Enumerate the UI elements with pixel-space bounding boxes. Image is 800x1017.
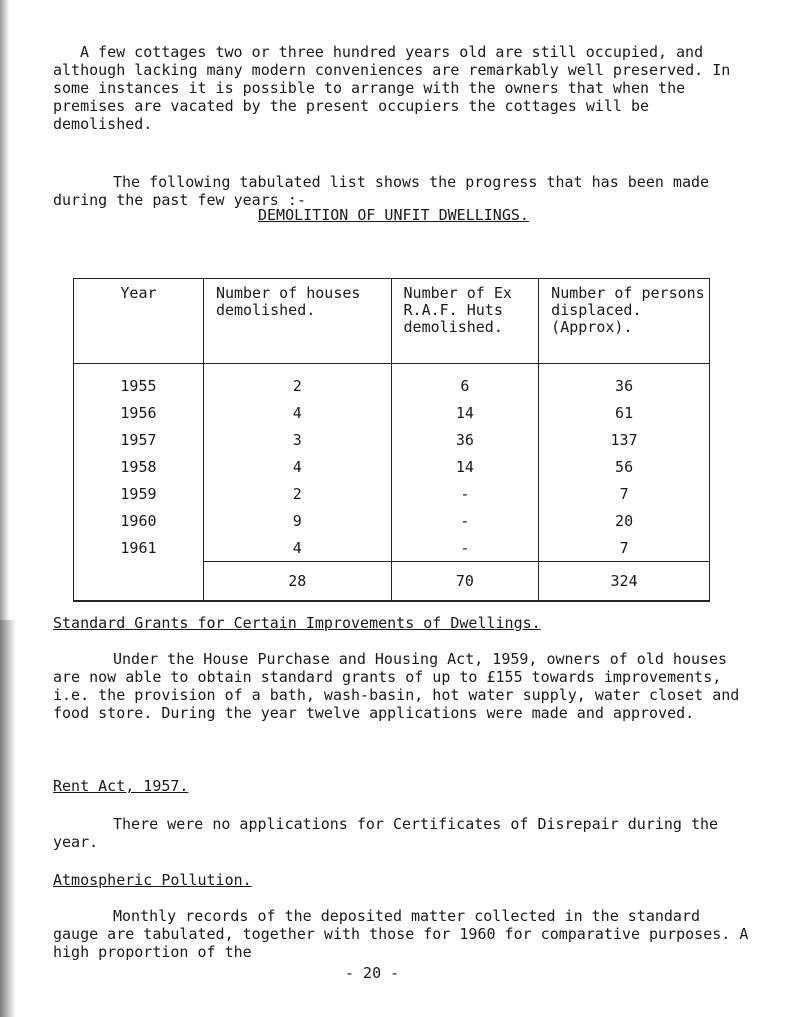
heading-standard-grants: Standard Grants for Certain Improvements of Dwellings. (53, 614, 541, 632)
totals-row (74, 562, 710, 602)
huts-cell: 6 (391, 364, 539, 400)
scan-edge-shadow-lower (0, 620, 16, 1017)
houses-cell: 2 (203, 364, 391, 400)
huts-cell: - (391, 534, 539, 562)
table-row (74, 399, 710, 426)
persons-cell: 137 (539, 426, 710, 453)
table-row (74, 453, 710, 480)
heading-rent-act: Rent Act, 1957. (53, 777, 189, 795)
total-huts: 70 (391, 562, 539, 602)
total-houses: 28 (203, 562, 391, 602)
year-cell: 1956 (74, 399, 204, 426)
table-row (74, 426, 710, 453)
houses-cell: 4 (203, 399, 391, 426)
houses-cell: 3 (203, 426, 391, 453)
houses-cell: 9 (203, 507, 391, 534)
table-row (74, 480, 710, 507)
heading-atmospheric-pollution: Atmospheric Pollution. (53, 871, 252, 889)
persons-cell: 7 (539, 534, 710, 562)
year-cell: 1961 (74, 534, 204, 562)
huts-cell: - (391, 480, 539, 507)
houses-cell: 4 (203, 534, 391, 562)
table-row (74, 534, 710, 562)
persons-cell: 36 (539, 364, 710, 400)
year-cell: 1957 (74, 426, 204, 453)
header-year: Year (74, 279, 204, 364)
persons-cell: 7 (539, 480, 710, 507)
header-huts: Number of Ex R.A.F. Huts demolished. (391, 279, 539, 364)
table-title: DEMOLITION OF UNFIT DWELLINGS. (258, 206, 529, 224)
table-row (74, 364, 710, 400)
year-cell: 1958 (74, 453, 204, 480)
year-cell: 1955 (74, 364, 204, 400)
huts-cell: 14 (391, 453, 539, 480)
huts-cell: 14 (391, 399, 539, 426)
totals-label-cell (74, 562, 204, 602)
houses-cell: 2 (203, 480, 391, 507)
page-number: - 20 - (345, 964, 400, 982)
table-row (74, 507, 710, 534)
pollution-paragraph: Monthly records of the deposited matter collected in the standard gauge are tabulated, together with those for 1960 for comparative purposes. A high proportion of the (53, 907, 758, 961)
persons-cell: 61 (539, 399, 710, 426)
demolition-table (73, 278, 710, 602)
header-houses: Number of houses demolished. (203, 279, 391, 364)
year-cell: 1960 (74, 507, 204, 534)
grants-paragraph: Under the House Purchase and Housing Act, 1959, owners of old houses are now able to obtain standard grants of up to £155 towards improvements, i.e. the provision of a bath, wash-basin, hot water supply, water closet and food store. During the year twelve applications were made and approved. (53, 650, 749, 722)
persons-cell: 20 (539, 507, 710, 534)
persons-cell: 56 (539, 453, 710, 480)
houses-cell: 4 (203, 453, 391, 480)
total-persons: 324 (539, 562, 710, 602)
huts-cell: 36 (391, 426, 539, 453)
header-persons: Number of persons displaced. (Approx). (539, 279, 710, 364)
rent-paragraph: There were no applications for Certificates of Disrepair during the year. (53, 815, 728, 851)
huts-cell: - (391, 507, 539, 534)
year-cell: 1959 (74, 480, 204, 507)
intro-paragraph: A few cottages two or three hundred years old are still occupied, and although lacking many modern conveniences are remarkably well preserved. In some instances it is possible to arrange with the owners that when the premises are vacated by the present occupiers the cottages will be demolished. (53, 43, 740, 133)
table-intro-paragraph: The following tabulated list shows the progress that has been made during the past few years :- (53, 173, 719, 209)
